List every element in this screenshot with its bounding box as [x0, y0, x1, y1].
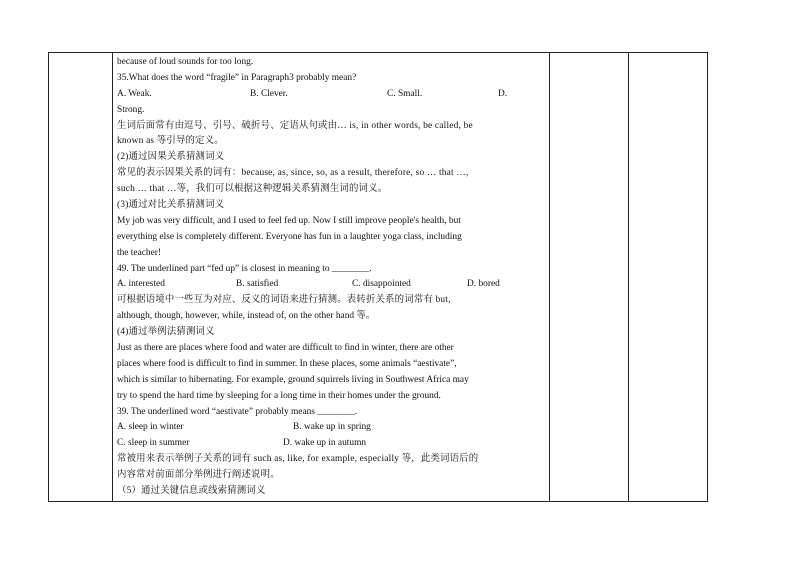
question-39-options-row-1	[117, 420, 546, 436]
option-a: A. sleep in winter	[117, 422, 184, 433]
option-a: A. interested	[117, 279, 165, 290]
text-line: because of loud sounds for too long.	[117, 57, 254, 67]
question-39: 39. The underlined word “aestivate” probably means ________.	[117, 406, 358, 417]
text-line: 可根据语境中一些互为对应、反义的词语来进行猜测。表转折关系的词常有 but,	[117, 295, 451, 306]
section-heading: (4)通过举例法猜测词义	[117, 327, 215, 338]
text-line: 内容常对前面部分举例进行阐述说明。	[117, 470, 280, 481]
option-d-text: Strong.	[117, 104, 145, 115]
text-line: such … that …等，我们可以根据这种逻辑关系猜测生词的词义。	[117, 184, 388, 195]
text-line: 生词后面常有由逗号、引号、破折号、定语从句或由… is, in other words, be called, be	[117, 120, 473, 131]
text-line: the teacher!	[117, 247, 161, 258]
option-b: B. Clever.	[250, 88, 288, 99]
section-heading: （5）通过关键信息或线索猜测词义	[117, 486, 266, 497]
option-d: D. bored	[467, 279, 500, 290]
option-c: C. Small.	[387, 88, 423, 99]
question-39-options-row-2	[117, 436, 546, 452]
section-heading: (3)通过对比关系猜测词义	[117, 200, 225, 211]
text-line: 常被用来表示举例子关系的词有 such as, like, for example, especially 等，此类词语后的	[117, 454, 479, 465]
column-divider	[112, 53, 113, 501]
section-heading: (2)通过因果关系猜测词义	[117, 152, 225, 163]
text-line: places where food is difficult to find in summer. In these places, some animals “aestivate”,	[117, 358, 457, 369]
option-c: C. disappointed	[352, 279, 411, 290]
option-d: D.	[498, 88, 508, 99]
option-b: B. wake up in spring	[293, 422, 371, 433]
text-line: which is similar to hibernating. For example, ground squirrels living in Southwest Africa may	[117, 374, 469, 385]
question-35-options	[117, 87, 546, 103]
option-d: D. wake up in autumn	[283, 438, 367, 449]
option-b: B. satisfied	[236, 279, 279, 290]
column-divider	[549, 53, 550, 501]
option-c: C. sleep in summer	[117, 438, 190, 449]
lesson-content	[117, 55, 546, 500]
text-line: although, though, however, while, instead of, on the other hand 等。	[117, 311, 376, 322]
text-line: everything else is completely different. Everyone has fun in a laughter yoga class, including	[117, 231, 462, 242]
text-line: Just as there are places where food and water are difficult to find in winter, there are other	[117, 343, 454, 354]
question-49: 49. The underlined part “fed up” is closest in meaning to ________.	[117, 263, 372, 274]
text-line: try to spend the hard time by sleeping for a long time in their homes under the ground.	[117, 390, 441, 401]
text-line: My job was very difficult, and I used to feel fed up. Now I still improve people's health, but	[117, 215, 461, 226]
column-divider	[628, 53, 629, 501]
text-line: known as 等引导的定义。	[117, 136, 224, 147]
option-a: A. Weak.	[117, 88, 152, 99]
text-line: 常见的表示因果关系的词有：because, as, since, so, as a result, therefore, so … that …,	[117, 168, 469, 179]
question-49-options	[117, 277, 546, 293]
question-35: 35.What does the word “fragile” in Paragraph3 probably mean?	[117, 72, 357, 83]
